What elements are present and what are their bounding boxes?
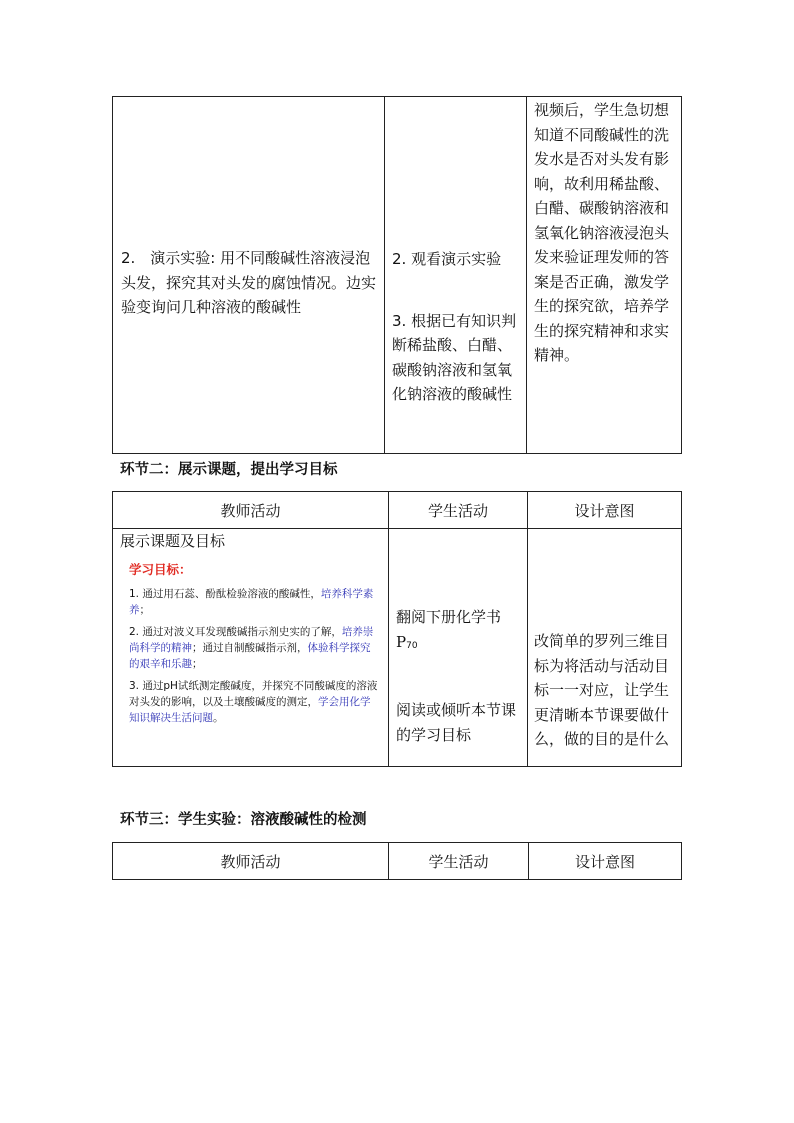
student-watch-text: 2. 观看演示实验 bbox=[392, 250, 502, 268]
goal-2: 2. 通过对波义耳发现酸碱指示剂史实的了解，培养崇尚科学的精神；通过自制酸碱指示剂，体验科学探究的艰辛和乐趣； bbox=[129, 625, 374, 670]
intent-goals-cell bbox=[528, 529, 682, 767]
teacher-demo-text: 2. 演示实验: 用不同酸碱性溶液浸泡头发，探究其对头发的腐蚀情况。边实验变询问几种溶液的酸碱性 bbox=[121, 249, 377, 316]
student-read-goals: 阅读或倾听本节课的学习目标 bbox=[396, 701, 517, 744]
goal-1: 1. 通过用石蕊、酚酞检验溶液的酸碱性，培养科学素养； bbox=[129, 587, 374, 616]
section3-heading: 环节三：学生实验：溶液酸碱性的检测 bbox=[120, 811, 367, 828]
header-student: 学生活动 bbox=[389, 492, 528, 529]
student-read-book: 翻阅下册化学书 $P_{70}$ bbox=[396, 608, 502, 651]
design-intent-cell bbox=[527, 97, 682, 454]
teacher-goals-title: 展示课题及目标 bbox=[120, 532, 226, 550]
student-judge-text: 3. 根据已有知识判断稀盐酸、白醋、碳酸钠溶液和氢氧化钠溶液的酸碱性 bbox=[392, 311, 517, 403]
header-teacher: 教师活动 bbox=[113, 492, 389, 529]
student-activity-cell bbox=[385, 97, 527, 454]
teacher-goals-cell bbox=[113, 529, 389, 767]
section2-heading: 环节二：展示课题，提出学习目标 bbox=[120, 461, 338, 478]
header-intent: 设计意图 bbox=[528, 492, 682, 529]
teacher-activity-cell bbox=[113, 97, 385, 454]
header-teacher: 教师活动 bbox=[113, 843, 389, 880]
learning-goals-slide bbox=[113, 554, 388, 726]
design-intent-text: 视频后，学生急切想知道不同酸碱性的洗发水是否对头发有影响，故利用稀盐酸、白醋、碳酸钠溶液和氢氧化钠溶液浸泡头发来验证理发师的答案是否正确，激发学生的探究欲，培养学生的探究精神和求实精神。 bbox=[534, 101, 670, 364]
student-read-cell bbox=[389, 529, 528, 767]
table-demo-continuation bbox=[112, 96, 682, 454]
table-section3 bbox=[112, 842, 682, 880]
intent-goals-text: 改简单的罗列三维目标为将活动与活动目标一一对应，让学生更清晰本节课要做什么，做的目的是什么 bbox=[534, 632, 670, 748]
header-intent: 设计意图 bbox=[529, 843, 682, 880]
header-student: 学生活动 bbox=[389, 843, 529, 880]
learning-goals-title: 学习目标： bbox=[129, 561, 192, 577]
goal-3: 3. 通过pH试纸测定酸碱度，并探究不同酸碱度的溶液对头发的影响，以及土壤酸碱度的测定，学会用化学知识解决生活问题。 bbox=[129, 679, 378, 724]
table-section2 bbox=[112, 491, 682, 767]
